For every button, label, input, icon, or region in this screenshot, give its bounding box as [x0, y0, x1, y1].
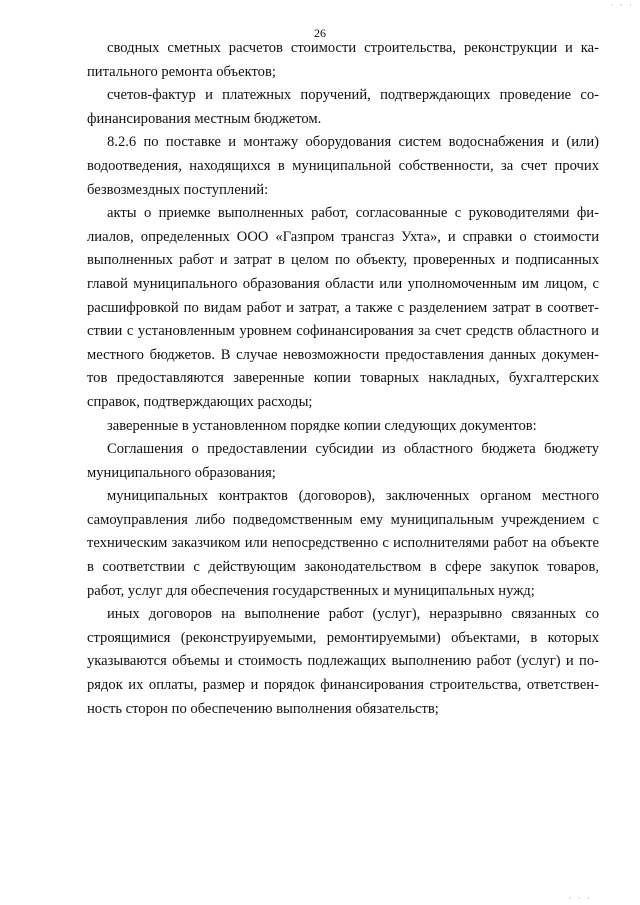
paragraph-invoices: счетов-фактур и платежных поручений, подтверждающих проведение софинансирования местным бюджетом.: [87, 87, 599, 127]
paragraph-certified-copies: заверенные в установленном порядке копии следующих документов:: [107, 417, 537, 434]
paragraph-acceptance-acts: акты о приемке выполненных работ, согласованные с руководителями филиалов, определенных ООО «Газпром трансгаз Ухта», и справки о стоимости выполненных работ и затрат в целом по объекту, проверенных и подписанных главой муниципального образования области или уполномоченным им лицом, с расшифровкой по видам работ и затрат, а также с разделением затрат в соответствии с установленным уровнем софинансирования за счет средств областного и местного бюджетов. В случае невозможности предоставления данных документов предоставляются заверенные копии товарных накладных, бухгалтерских справок, подтверждающих расходы;: [87, 205, 599, 410]
paragraph-municipal-contracts: муниципальных контрактов (договоров), заключенных органом местного самоуправления либо подведомственным ему муниципальным учреждением с техническим заказчиком или непосредственно с исполнителями работ на объекте в соответствии с действующим законодательством в сфере закупок товаров, работ, услуг для обеспечения государственных и муниципальных нужд;: [87, 488, 599, 599]
paragraph-estimates: сводных сметных расчетов стоимости строительства, реконструкции и капитального ремонта объектов;: [87, 40, 599, 80]
corner-mark-bottom: · · ·: [568, 893, 592, 903]
document-body: [87, 37, 599, 721]
paragraph-section-8-2-6: 8.2.6 по поставке и монтажу оборудования систем водоснабжения и (или) водоотведения, находящихся в муниципальной собственности, за счет прочих безвозмездных поступлений:: [87, 134, 599, 198]
corner-mark-top: · · ·: [610, 0, 634, 10]
paragraph-subsidy-agreement: Соглашения о предоставлении субсидии из областного бюджета бюджету муниципального образования;: [87, 441, 599, 481]
page-number: 26: [314, 26, 326, 40]
paragraph-other-contracts: иных договоров на выполнение работ (услуг), неразрывно связанных со строящимися (реконструируемыми, ремонтируемыми) объектами, в которых указываются объемы и стоимость подлежащих выполнению работ (услуг) и порядок их оплаты, размер и порядок финансирования строительства, ответственность сторон по обеспечению выполнения обязательств;: [87, 606, 599, 717]
